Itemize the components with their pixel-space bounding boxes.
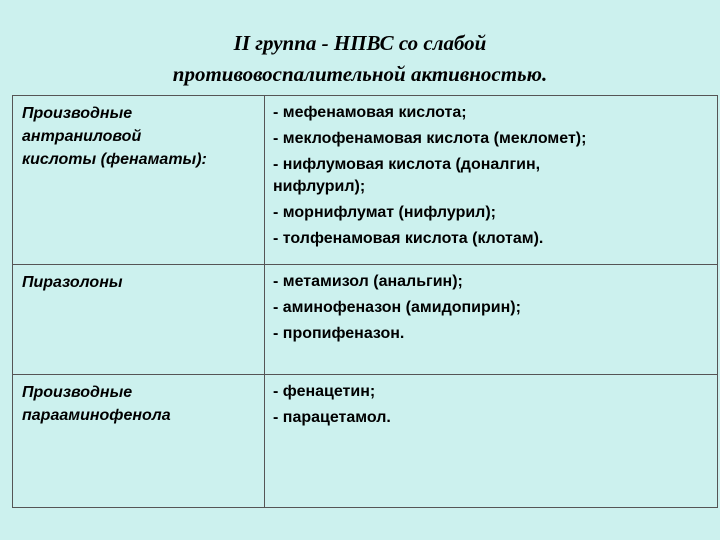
- group-name-line: антраниловой: [22, 128, 142, 145]
- drug-item-continuation: нифлурил);: [273, 178, 366, 195]
- drug-item: - парацетамол.: [273, 409, 391, 426]
- drug-item: - мефенамовая кислота;: [273, 104, 467, 121]
- drug-group-table: [12, 95, 718, 508]
- drug-item: - морнифлумат (нифлурил);: [273, 204, 496, 221]
- group-name-cell: [22, 102, 262, 171]
- group-name-cell: [22, 271, 262, 294]
- drug-list-cell: [273, 271, 713, 349]
- group-name-line: Производные: [22, 105, 133, 122]
- table-row-paraaminophenols: [13, 374, 717, 508]
- drug-item: - пропифеназон.: [273, 325, 405, 342]
- drug-item: - фенацетин;: [273, 383, 376, 400]
- title-line-2: противовоспалительной активностью.: [172, 62, 548, 86]
- drug-item: - метамизол (анальгин);: [273, 273, 463, 290]
- slide-title: [0, 28, 720, 90]
- group-name-line: парааминофенола: [22, 407, 171, 424]
- group-name-cell: [22, 381, 262, 427]
- drug-item: - толфенамовая кислота (клотам).: [273, 230, 544, 247]
- group-name-line: Пиразолоны: [22, 274, 123, 291]
- drug-list-cell: [273, 102, 713, 254]
- title-line-1: II группа - НПВС со слабой: [233, 31, 487, 55]
- table-row-fenamates: [13, 96, 717, 264]
- table-row-pyrazolones: [13, 264, 717, 375]
- drug-item: - аминофеназон (амидопирин);: [273, 299, 521, 316]
- group-name-line: кислоты (фенаматы):: [22, 151, 207, 168]
- group-name-line: Производные: [22, 384, 133, 401]
- drug-item: - нифлумовая кислота (доналгин,: [273, 156, 541, 173]
- drug-list-cell: [273, 381, 713, 433]
- drug-item: - меклофенамовая кислота (мекломет);: [273, 130, 587, 147]
